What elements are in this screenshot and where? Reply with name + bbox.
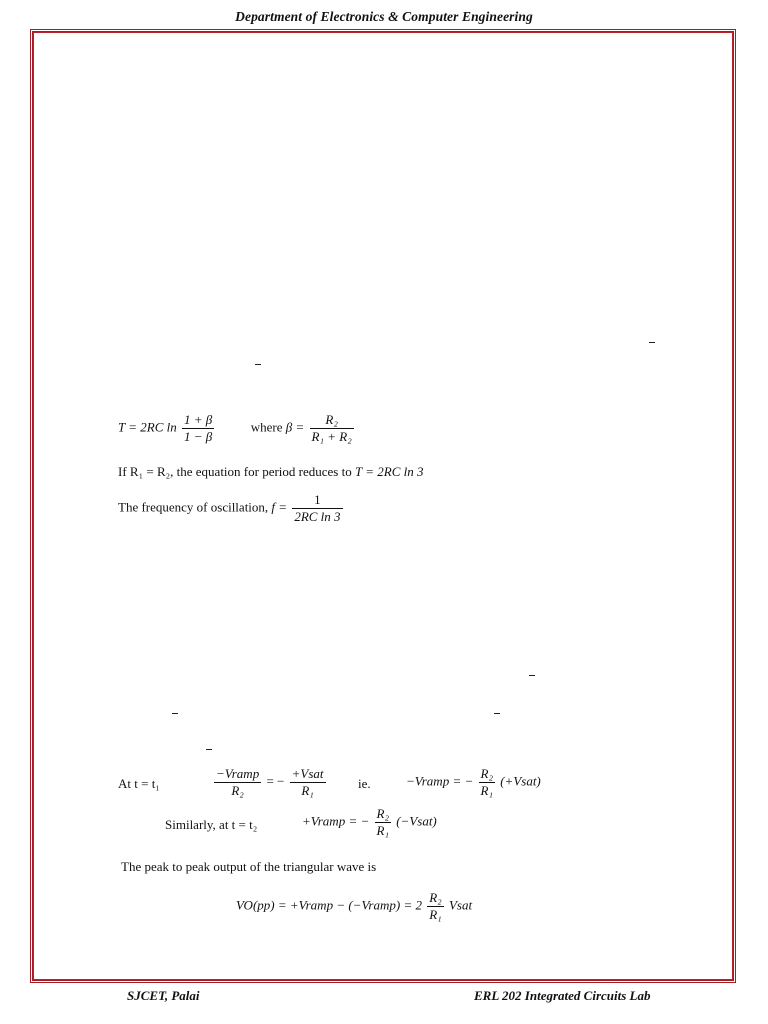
t1-rhs-fraction	[290, 766, 326, 799]
ie-denominator: R₁	[480, 783, 493, 798]
similarly-equation	[302, 806, 437, 839]
freq-lhs: f =	[271, 499, 288, 515]
ie-lhs: −Vramp = −	[406, 773, 474, 789]
beta-fraction	[310, 412, 354, 445]
page-header: Department of Electronics & Computer Engineering	[235, 9, 533, 24]
frequency-equation	[118, 492, 345, 525]
t1-rhs-numerator: +Vsat	[291, 766, 324, 781]
sim-lhs: +Vramp = −	[302, 813, 370, 829]
dash-mark	[649, 342, 655, 343]
t1-equation	[212, 766, 328, 799]
period-equation	[118, 412, 356, 445]
period-fraction	[182, 412, 214, 445]
ie-fraction	[479, 766, 495, 799]
sim-numerator: R₂	[376, 806, 389, 821]
beta-numerator: R₂	[310, 412, 354, 429]
ie-numerator: R₂	[480, 766, 493, 781]
sim-denominator: R₁	[376, 823, 389, 838]
beta-lhs: β =	[285, 419, 305, 435]
dash-mark	[172, 713, 178, 714]
dash-mark	[529, 675, 535, 676]
sim-fraction	[375, 806, 391, 839]
ie-rhs: (+Vsat)	[500, 773, 541, 789]
if-result: T = 2RC ln 3	[354, 464, 424, 479]
if-text: If R₁ = R₂, the equation for period reduces to	[118, 464, 352, 479]
beta-denominator: R₁ + R₂	[311, 429, 352, 444]
period-denominator: 1 − β	[184, 429, 213, 444]
freq-text: The frequency of oscillation,	[118, 499, 269, 515]
dash-mark	[206, 749, 212, 750]
dash-mark	[255, 364, 261, 365]
footer-left: SJCET, Palai	[127, 988, 200, 1003]
t1-lhs-denominator: R₂	[231, 783, 244, 798]
period-reduction-line	[118, 464, 423, 480]
t1-rhs-denominator: R₁	[301, 783, 314, 798]
t1-equals: = −	[266, 773, 285, 789]
t1-lhs-fraction	[214, 766, 261, 799]
pp-fraction	[427, 890, 443, 923]
pp-denominator: R₁	[429, 907, 442, 922]
pp-lhs: VO(pp) = +Vramp − (−Vramp) = 2	[236, 897, 422, 913]
ie-equation	[406, 766, 541, 799]
peak-to-peak-text: The peak to peak output of the triangular wave is	[121, 859, 377, 874]
footer-right: ERL 202 Integrated Circuits Lab	[474, 988, 651, 1003]
freq-denominator: 2RC ln 3	[294, 509, 341, 524]
freq-numerator: 1	[292, 492, 342, 509]
peak-to-peak-equation	[236, 890, 472, 923]
similarly-label: Similarly, at t = t₂	[165, 817, 258, 832]
t1-lhs-numerator: −Vramp	[216, 766, 260, 781]
pp-rhs: Vsat	[448, 897, 473, 913]
dash-mark	[494, 713, 500, 714]
pp-numerator: R₂	[429, 890, 442, 905]
period-lhs: T = 2RC ln	[118, 419, 177, 435]
ie-label: ie.	[358, 776, 371, 791]
at-t1-label: At t = t₁	[118, 776, 160, 791]
period-numerator: 1 + β	[184, 412, 213, 427]
sim-rhs: (−Vsat)	[396, 813, 437, 829]
where-label: where	[250, 419, 283, 435]
freq-fraction	[292, 492, 342, 525]
